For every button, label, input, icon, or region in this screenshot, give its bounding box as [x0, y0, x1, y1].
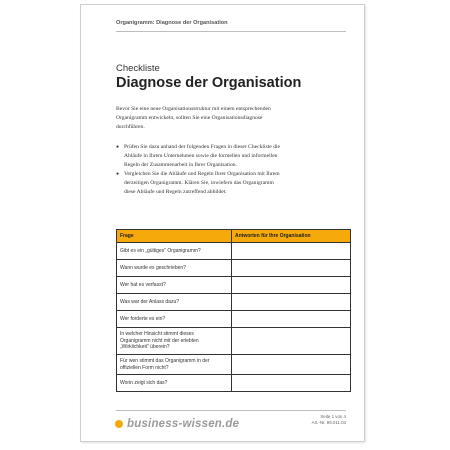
answer-cell[interactable]: [232, 311, 351, 328]
instruction-line: diese Abläufe und Regeln zutreffend abbildet.: [124, 189, 227, 196]
question-line: In welcher Hinsicht stimmt dieses: [120, 331, 194, 338]
question-line: Gibt es ein „gültiges" Organigramm?: [120, 247, 201, 254]
column-header-answer: Antworten für Ihre Organisation: [232, 230, 351, 243]
brand-logo[interactable]: [115, 418, 239, 430]
instruction-line: Abläufe in Ihrem Unternehmen sowie die formellen und informellen: [124, 153, 278, 160]
instruction-item: [116, 143, 336, 170]
table-row: [117, 277, 351, 294]
question-cell: [117, 294, 232, 311]
table-row: [117, 243, 351, 260]
checklist-table: [116, 229, 351, 392]
question-cell: [117, 355, 232, 375]
question-cell: [117, 243, 232, 260]
table-row: [117, 260, 351, 277]
table-row: [117, 375, 351, 392]
question-cell: [117, 328, 232, 355]
question-line: Worin zeigt sich das?: [120, 379, 168, 386]
brand-name: business-wissen.de: [127, 418, 240, 430]
running-header: Organigramm: Diagnose der Organisation: [116, 20, 228, 26]
answer-cell[interactable]: [232, 328, 351, 355]
answer-cell[interactable]: [232, 260, 351, 277]
question-cell: [117, 311, 232, 328]
table-header-row: [117, 230, 351, 243]
header-divider: [116, 31, 346, 32]
answer-cell[interactable]: [232, 294, 351, 311]
question-cell: [117, 375, 232, 392]
question-line: Wer hat es verfasst?: [120, 281, 166, 288]
question-line: Wer forderte es ein?: [120, 315, 166, 322]
page-number: Seite 1 von 4: [320, 414, 346, 419]
table-row: [117, 294, 351, 311]
article-number: Art.-Nr. 99.011.03: [311, 420, 346, 426]
instruction-line: derzeitigen Organigramm. Klären Sie, inwiefern das Organigramm: [124, 180, 274, 187]
intro-line: Organigramm entwickeln, sollten Sie eine Organisationsdiagnose: [116, 115, 263, 122]
document-title: Diagnose der Organisation: [116, 75, 302, 91]
column-header-question: Frage: [117, 230, 232, 243]
intro-line: Bevor Sie eine neue Organisationsstruktur mit einem entsprechenden: [116, 106, 271, 112]
answer-cell[interactable]: [232, 243, 351, 260]
bullet-icon: ●: [116, 145, 120, 150]
answer-cell[interactable]: [232, 277, 351, 294]
question-line: „Wirklichkeit" überein?: [120, 344, 170, 351]
question-cell: [117, 277, 232, 294]
table-row: [117, 355, 351, 375]
question-line: Wann wurde es geschrieben?: [120, 264, 186, 271]
question-line: Für wen stimmt das Organigramm in der: [120, 358, 210, 365]
intro-paragraph: [116, 105, 326, 132]
question-cell: [117, 260, 232, 277]
document-page: [80, 4, 365, 442]
instruction-list: [116, 143, 336, 198]
answer-cell[interactable]: [232, 355, 351, 375]
instruction-line: Regeln der Zusammenarbeit in Ihrer Organisation.: [124, 162, 237, 169]
answer-cell[interactable]: [232, 375, 351, 392]
table-row: [117, 311, 351, 328]
intro-line: durchführen.: [116, 124, 145, 131]
instruction-item: [116, 170, 336, 197]
logo-dot-icon: [115, 420, 123, 428]
table-row: [117, 328, 351, 355]
question-line: Organigramm nicht mit der erlebten: [120, 337, 199, 344]
document-kicker: Checkliste: [116, 63, 160, 74]
question-line: Was war der Anlass dazu?: [120, 298, 180, 305]
page-info: [312, 414, 346, 426]
question-line: offiziellen Form nicht?: [120, 364, 169, 371]
instruction-line: Prüfen Sie dazu anhand der folgenden Fragen in dieser Checkliste die: [124, 144, 280, 150]
bullet-icon: ●: [116, 172, 120, 178]
footer-divider: [116, 410, 346, 411]
instruction-line: Vergleichen Sie die Abläufe und Regeln Ihrer Organisation mit Ihrem: [124, 171, 280, 178]
